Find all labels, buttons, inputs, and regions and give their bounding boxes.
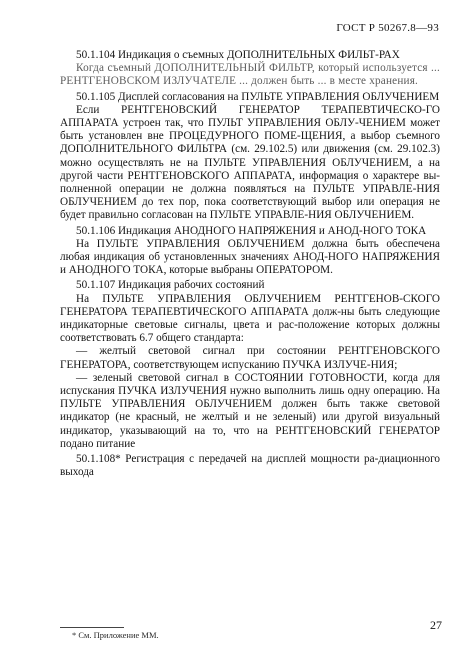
green-signal-item: — зеленый световой сигнал в СОСТОЯНИИ ГОТОВНОСТИ, когда для испускания ПУЧКА ИЗЛУЧЕНИЯ нужно выполнить лишь одну операцию. На ПУЛЬТЕ УПРАВЛЕНИЯ ОБЛУЧЕНИЕМ должен быть также световой индикатор (не красный, не желтый и не зеленый) или другой визуальный индикатор, указывающий на то, что на РЕНТГЕНОВСКИЙ ГЕНЕРАТОР подано питание: [60, 371, 440, 450]
section-50-1-104-text: Когда съемный ДОПОЛНИТЕЛЬНЫЙ ФИЛЬТР, который используется ... РЕНТГЕНОВСКОМ ИЗЛУЧАТЕЛЕ ... должен быть ... в месте хранения.: [60, 62, 440, 88]
section-50-1-106-heading: 50.1.106 Индикация АНОДНОГО НАПРЯЖЕНИЯ и АНОД-НОГО ТОКА: [76, 224, 427, 237]
page-number: 27: [430, 618, 442, 632]
section-50-1-105-heading: 50.1.105 Дисплей согласования на ПУЛЬТЕ УПРАВЛЕНИЯ ОБЛУЧЕНИЕМ: [76, 90, 440, 103]
section-50-1-107-heading: 50.1.107 Индикация рабочих состояний: [76, 279, 265, 292]
section-50-1-105-text: Если РЕНТГЕНОВСКИЙ ГЕНЕРАТОР ТЕРАПЕВТИЧЕСКО-ГО АППАРАТА устроен так, что ПУЛЬТ УПРАВЛЕНИЯ ОБЛУ-ЧЕНИЕМ может быть установлен вне ПРОЦЕДУРНОГО ПОМЕ-ЩЕНИЯ, а выбор съемного ДОПОЛНИТЕЛЬНОГО ФИЛЬТРА (см. 29.102.5) или движения (см. 29.102.3) можно осуществлять не на ПУЛЬТЕ УПРАВЛЕНИЯ ОБЛУЧЕНИЕМ, а на другой части РЕНТГЕНОВСКОГО АППАРАТА, информация о характере вы-полненной операции не должна появляться на ПУЛЬТЕ УПРАВЛЕ-НИЯ ОБЛУЧЕНИЕМ до тех пор, пока соответствующий выбор или операция не будет правильно согласован на ПУЛЬТЕ УПРАВЛЕ-НИЯ ОБЛУЧЕНИЕМ.: [60, 103, 440, 222]
section-50-1-108-heading: 50.1.108* Регистрация с передачей на дисплей мощности ра-диационного выхода: [60, 453, 440, 479]
document-body: [60, 47, 440, 480]
yellow-signal-item: — желтый световой сигнал при состоянии РЕНТГЕНОВСКОГО ГЕНЕРАТОРА, соответствующем испусканию ПУЧКА ИЗЛУЧЕ-НИЯ;: [60, 345, 440, 371]
footnote-divider: [60, 627, 124, 628]
section-50-1-107-text: На ПУЛЬТЕ УПРАВЛЕНИЯ ОБЛУЧЕНИЕМ РЕНТГЕНОВ-СКОГО ГЕНЕРАТОРА ТЕРАПЕВТИЧЕСКОГО АППАРАТА долж-ны быть следующие индикаторные световые сигналы, цвета и рас-положение которых должны соответствовать 6.7 общего стандарта:: [60, 292, 440, 345]
standard-header: ГОСТ Р 50267.8—93: [336, 22, 439, 34]
section-50-1-104-heading: 50.1.104 Индикация о съемных ДОПОЛНИТЕЛЬНЫХ ФИЛЬТ-РАХ: [76, 49, 400, 61]
footnote: * См. Приложение ММ.: [72, 630, 159, 640]
section-50-1-106-text: На ПУЛЬТЕ УПРАВЛЕНИЯ ОБЛУЧЕНИЕМ должна быть обеспечена любая индикация об установленных значениях АНОД-НОГО НАПРЯЖЕНИЯ и АНОДНОГО ТОКА, которые выбраны ОПЕРАТОРОМ.: [60, 237, 440, 277]
